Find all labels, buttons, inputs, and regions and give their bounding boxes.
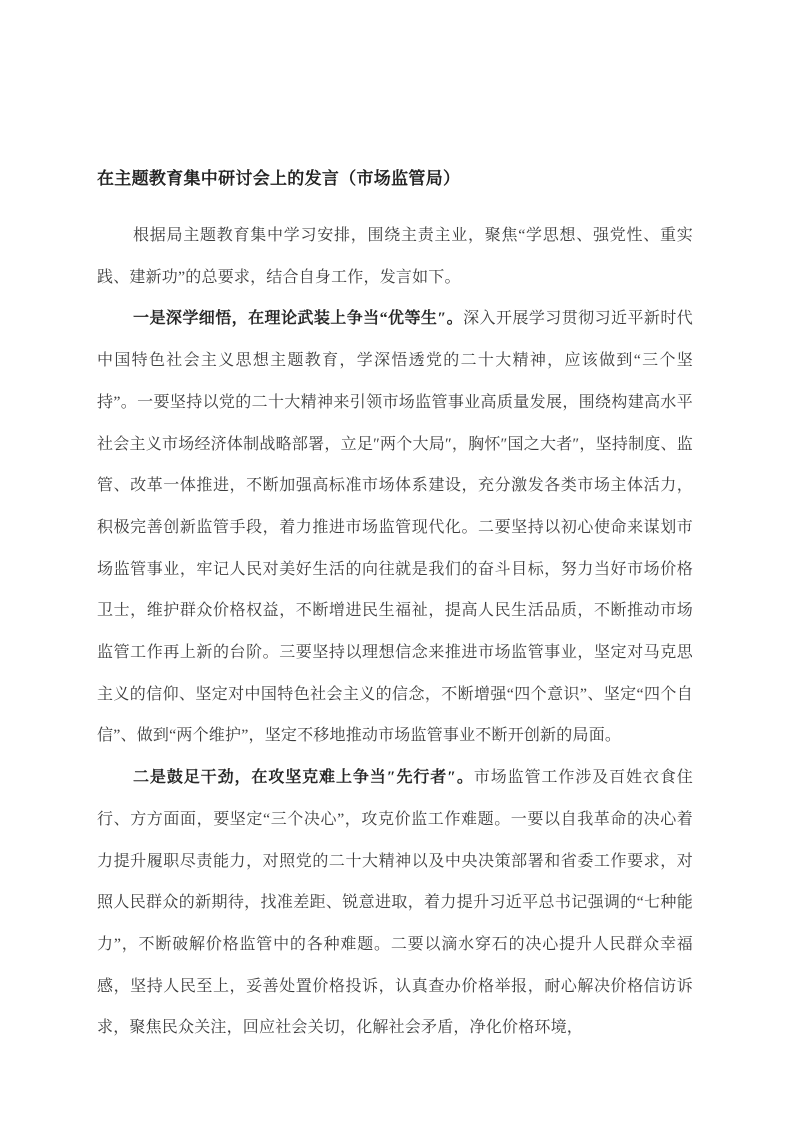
paragraph xyxy=(97,215,693,298)
paragraph-lead-bold-text: 二是鼓足干劲，在攻坚克难上争当″先行者″。 xyxy=(133,769,474,787)
paragraph-lead-bold-text: 一是深学细悟，在理论武装上争当“优等生″。 xyxy=(133,310,464,328)
document-body xyxy=(97,215,693,1049)
document-title: 在主题教育集中研讨会上的发言（市场监管局） xyxy=(97,169,461,188)
paragraph-body-text: 市场监管工作涉及百姓衣食住行、方方面面，要坚定“三个决心”，攻克价监工作难题。一要以自我革命的决心着力提升履职尽责能力，对照党的二十大精神以及中央决策部署和省委工作要求，对照人民群众的新期待，找准差距、锐意进取，着力提升习近平总书记强调的“七种能力”，不断破解价格监管中的各种难题。二要以滴水穿石的决心提升人民群众幸福感，坚持人民至上，妥善处置价格投诉，认真查办价格举报，耐心解决价格信访诉求，聚焦民众关注，回应社会关切，化解社会矛盾，净化价格环境， xyxy=(97,769,693,1037)
paragraph xyxy=(97,298,693,757)
paragraph-body-text: 根据局主题教育集中学习安排，围绕主责主业，聚焦“学思想、强党性、重实践、建新功”的总要求，结合自身工作，发言如下。 xyxy=(97,227,693,286)
paragraph-body-text: 深入开展学习贯彻习近平新时代中国特色社会主义思想主题教育，学深悟透党的二十大精神，应该做到“三个坚持”。一要坚持以党的二十大精神来引领市场监管事业高质量发展，围绕构建高水平社会主义市场经济体制战略部署，立足″两个大局″，胸怀″国之大者″，坚持制度、监管、改革一体推进，不断加强高标准市场体系建设，充分激发各类市场主体活力，积极完善创新监管手段，着力推进市场监管现代化。二要坚持以初心使命来谋划市场监管事业，牢记人民对美好生活的向往就是我们的奋斗目标，努力当好市场价格卫士，维护群众价格权益，不断增进民生福祉，提高人民生活品质，不断推动市场监管工作再上新的台阶。三要坚持以理想信念来推进市场监管事业，坚定对马克思主义的信仰、坚定对中国特色社会主义的信念，不断增强“四个意识”、坚定“四个自信”、做到“两个维护”，坚定不移地推动市场监管事业不断开创新的局面。 xyxy=(97,310,693,745)
paragraph xyxy=(97,757,693,1049)
